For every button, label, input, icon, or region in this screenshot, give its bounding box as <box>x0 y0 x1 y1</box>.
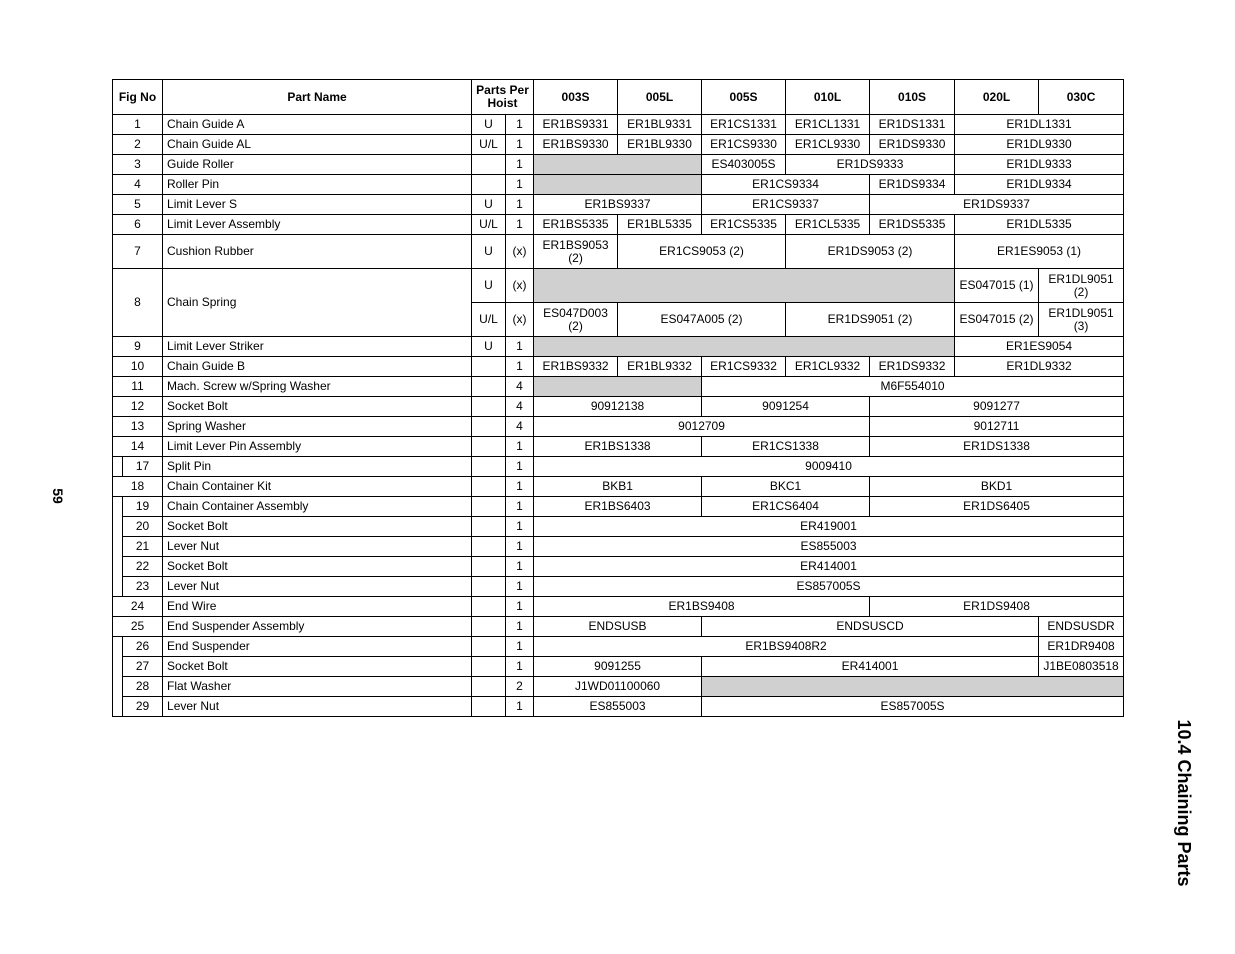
indent-stub <box>113 497 123 517</box>
quantity: 1 <box>506 215 534 235</box>
hoist-type <box>472 175 506 195</box>
table-row <box>113 135 1124 155</box>
table-row <box>113 457 1124 477</box>
part-name: End Wire <box>163 597 472 617</box>
indent-stub <box>113 557 123 577</box>
not-applicable-cell <box>702 677 1124 697</box>
part-number: 9091277 <box>870 397 1124 417</box>
hoist-type <box>472 497 506 517</box>
part-number: ER1ES9053 (1) <box>955 235 1124 269</box>
header-model: 005L <box>618 80 702 115</box>
part-number: ER1BS1338 <box>534 437 702 457</box>
part-number: ER1DL9333 <box>955 155 1124 175</box>
table-row <box>113 537 1124 557</box>
part-number: ER1DS1338 <box>870 437 1124 457</box>
table-row <box>113 337 1124 357</box>
part-number: 9012711 <box>870 417 1124 437</box>
part-name: Chain Guide A <box>163 115 472 135</box>
part-number: ER1DL9330 <box>955 135 1124 155</box>
part-number: ES857005S <box>534 577 1124 597</box>
part-number: ER1CL9330 <box>786 135 870 155</box>
hoist-type <box>472 397 506 417</box>
not-applicable-cell <box>534 269 955 303</box>
table-row <box>113 657 1124 677</box>
part-number: ER1CL5335 <box>786 215 870 235</box>
table-row <box>113 397 1124 417</box>
part-number: ER1BS5335 <box>534 215 618 235</box>
quantity: 2 <box>506 677 534 697</box>
hoist-type: U/L <box>472 303 506 337</box>
part-number: ES047A005 (2) <box>618 303 786 337</box>
table-row <box>113 155 1124 175</box>
quantity: 1 <box>506 195 534 215</box>
fig-no: 19 <box>123 497 163 517</box>
part-number: ER1BS9332 <box>534 357 618 377</box>
hoist-type <box>472 537 506 557</box>
table-row <box>113 357 1124 377</box>
part-number: ER1DS9334 <box>870 175 955 195</box>
part-number: ER1CS9337 <box>702 195 870 215</box>
part-name: Flat Washer <box>163 677 472 697</box>
fig-no: 29 <box>123 697 163 717</box>
table-row <box>113 557 1124 577</box>
fig-no: 14 <box>113 437 163 457</box>
quantity: 4 <box>506 417 534 437</box>
part-name: Lever Nut <box>163 577 472 597</box>
quantity: 1 <box>506 517 534 537</box>
indent-stub <box>113 657 123 677</box>
part-number: ER1DS9053 (2) <box>786 235 955 269</box>
part-number: ER1DS5335 <box>870 215 955 235</box>
part-number: ES857005S <box>702 697 1124 717</box>
hoist-type <box>472 155 506 175</box>
header-model: 030C <box>1039 80 1124 115</box>
header-model: 020L <box>955 80 1039 115</box>
part-number: ER1DL9051 (3) <box>1039 303 1124 337</box>
part-number: ER414001 <box>534 557 1124 577</box>
parts-table <box>112 79 1124 717</box>
part-name: Mach. Screw w/Spring Washer <box>163 377 472 397</box>
fig-no: 3 <box>113 155 163 175</box>
quantity: (x) <box>506 303 534 337</box>
quantity: 4 <box>506 377 534 397</box>
header-part-name: Part Name <box>163 80 472 115</box>
part-number: ER1CS9334 <box>702 175 870 195</box>
quantity: 1 <box>506 115 534 135</box>
fig-no: 20 <box>123 517 163 537</box>
hoist-type: U <box>472 235 506 269</box>
header-parts-per-hoist: Parts Per Hoist <box>472 80 534 115</box>
fig-no: 25 <box>113 617 163 637</box>
part-number: ER1BL9332 <box>618 357 702 377</box>
fig-no: 24 <box>113 597 163 617</box>
hoist-type <box>472 517 506 537</box>
part-name: Lever Nut <box>163 697 472 717</box>
part-name: End Suspender Assembly <box>163 617 472 637</box>
quantity: 4 <box>506 397 534 417</box>
part-name: Limit Lever S <box>163 195 472 215</box>
hoist-type <box>472 417 506 437</box>
not-applicable-cell <box>534 377 702 397</box>
quantity: 1 <box>506 557 534 577</box>
indent-stub <box>113 637 123 657</box>
part-number: ER1DL9334 <box>955 175 1124 195</box>
not-applicable-cell <box>534 175 702 195</box>
part-number: ER1CS5335 <box>702 215 786 235</box>
table-row <box>113 377 1124 397</box>
part-number: ENDSUSB <box>534 617 702 637</box>
part-number: 9091254 <box>702 397 870 417</box>
fig-no: 22 <box>123 557 163 577</box>
part-number: 90912138 <box>534 397 702 417</box>
hoist-type <box>472 357 506 377</box>
part-number: ER1CS6404 <box>702 497 870 517</box>
part-number: ES855003 <box>534 697 702 717</box>
part-name: Socket Bolt <box>163 397 472 417</box>
hoist-type <box>472 457 506 477</box>
part-number: ER1DL5335 <box>955 215 1124 235</box>
part-number: ER1ES9054 <box>955 337 1124 357</box>
fig-no: 2 <box>113 135 163 155</box>
section-title: 10.4 Chaining Parts <box>1174 719 1194 887</box>
fig-no: 18 <box>113 477 163 497</box>
hoist-type: U/L <box>472 135 506 155</box>
quantity: 1 <box>506 617 534 637</box>
quantity: 1 <box>506 477 534 497</box>
part-name: Socket Bolt <box>163 657 472 677</box>
part-name: Chain Container Kit <box>163 477 472 497</box>
hoist-type <box>472 437 506 457</box>
part-name: Lever Nut <box>163 537 472 557</box>
hoist-type: U <box>472 269 506 303</box>
quantity: 1 <box>506 637 534 657</box>
quantity: 1 <box>506 437 534 457</box>
hoist-type <box>472 477 506 497</box>
indent-stub <box>113 517 123 537</box>
table-row <box>113 497 1124 517</box>
part-number: ER1BS6403 <box>534 497 702 517</box>
hoist-type <box>472 697 506 717</box>
part-number: ES047015 (2) <box>955 303 1039 337</box>
part-name: Socket Bolt <box>163 517 472 537</box>
hoist-type <box>472 577 506 597</box>
part-name: Limit Lever Assembly <box>163 215 472 235</box>
fig-no: 23 <box>123 577 163 597</box>
part-number: ER1DS1331 <box>870 115 955 135</box>
fig-no: 6 <box>113 215 163 235</box>
part-number: ES047D003 (2) <box>534 303 618 337</box>
quantity: 1 <box>506 155 534 175</box>
part-number: ER1BL9330 <box>618 135 702 155</box>
quantity: 1 <box>506 537 534 557</box>
part-number: ER1DS9051 (2) <box>786 303 955 337</box>
part-number: J1WD01100060 <box>534 677 702 697</box>
part-name: Socket Bolt <box>163 557 472 577</box>
part-number: ER1BS9408R2 <box>534 637 1039 657</box>
indent-stub <box>113 577 123 597</box>
quantity: 1 <box>506 357 534 377</box>
part-number: ER1BL9331 <box>618 115 702 135</box>
part-number: ER1DL9051 (2) <box>1039 269 1124 303</box>
fig-no: 17 <box>123 457 163 477</box>
hoist-type <box>472 377 506 397</box>
part-number: 9012709 <box>534 417 870 437</box>
part-number: ER1CS9053 (2) <box>618 235 786 269</box>
fig-no: 9 <box>113 337 163 357</box>
fig-no: 5 <box>113 195 163 215</box>
header-model: 005S <box>702 80 786 115</box>
part-number: ER1BS9053 (2) <box>534 235 618 269</box>
quantity: 1 <box>506 175 534 195</box>
part-number: ER1BS9408 <box>534 597 870 617</box>
fig-no: 7 <box>113 235 163 269</box>
header-model: 003S <box>534 80 618 115</box>
part-name: Guide Roller <box>163 155 472 175</box>
part-number: BKD1 <box>870 477 1124 497</box>
table-row <box>113 235 1124 269</box>
part-number: ER1DR9408 <box>1039 637 1124 657</box>
table-row <box>113 477 1124 497</box>
part-number: ER1DS9337 <box>870 195 1124 215</box>
part-number: ER1CS1338 <box>702 437 870 457</box>
table-row <box>113 195 1124 215</box>
table-row <box>113 175 1124 195</box>
fig-no: 4 <box>113 175 163 195</box>
part-number: ES047015 (1) <box>955 269 1039 303</box>
table-row <box>113 115 1124 135</box>
part-number: ER1DS9408 <box>870 597 1124 617</box>
part-number: ENDSUSDR <box>1039 617 1124 637</box>
quantity: 1 <box>506 697 534 717</box>
part-number: ER1BS9337 <box>534 195 702 215</box>
hoist-type: U <box>472 195 506 215</box>
part-name: End Suspender <box>163 637 472 657</box>
part-number: ER1BL5335 <box>618 215 702 235</box>
not-applicable-cell <box>534 155 702 175</box>
quantity: 1 <box>506 497 534 517</box>
quantity: 1 <box>506 597 534 617</box>
header-fig-no: Fig No <box>113 80 163 115</box>
part-number: 9009410 <box>534 457 1124 477</box>
quantity: 1 <box>506 657 534 677</box>
fig-no: 27 <box>123 657 163 677</box>
part-name: Limit Lever Pin Assembly <box>163 437 472 457</box>
part-number: ER1BS9331 <box>534 115 618 135</box>
part-number: ER414001 <box>702 657 1039 677</box>
header-model: 010L <box>786 80 870 115</box>
quantity: 1 <box>506 457 534 477</box>
part-number: ER1DL1331 <box>955 115 1124 135</box>
part-number: ES855003 <box>534 537 1124 557</box>
table-row <box>113 677 1124 697</box>
quantity: 1 <box>506 135 534 155</box>
table-row <box>113 617 1124 637</box>
part-number: ER1CS1331 <box>702 115 786 135</box>
part-number: ER1DS6405 <box>870 497 1124 517</box>
table-row <box>113 417 1124 437</box>
part-name: Chain Guide AL <box>163 135 472 155</box>
table-row <box>113 577 1124 597</box>
not-applicable-cell <box>534 337 955 357</box>
part-name: Chain Container Assembly <box>163 497 472 517</box>
fig-no: 28 <box>123 677 163 697</box>
table-row <box>113 269 1124 303</box>
table-row <box>113 437 1124 457</box>
table-header-row <box>113 80 1124 115</box>
part-number: ER1DL9332 <box>955 357 1124 377</box>
hoist-type: U <box>472 337 506 357</box>
part-number: 9091255 <box>534 657 702 677</box>
table-row <box>113 517 1124 537</box>
table-row <box>113 637 1124 657</box>
table-row <box>113 597 1124 617</box>
fig-no: 21 <box>123 537 163 557</box>
part-number: BKC1 <box>702 477 870 497</box>
table-row <box>113 215 1124 235</box>
indent-stub <box>113 677 123 697</box>
hoist-type: U/L <box>472 215 506 235</box>
quantity: 1 <box>506 577 534 597</box>
hoist-type <box>472 597 506 617</box>
part-number: ER1CS9332 <box>702 357 786 377</box>
part-number: ER1DS9332 <box>870 357 955 377</box>
part-name: Split Pin <box>163 457 472 477</box>
hoist-type <box>472 557 506 577</box>
part-name: Cushion Rubber <box>163 235 472 269</box>
part-number: ER419001 <box>534 517 1124 537</box>
part-number: ER1DS9330 <box>870 135 955 155</box>
part-name: Chain Spring <box>163 269 472 337</box>
fig-no: 13 <box>113 417 163 437</box>
part-number: ER1DS9333 <box>786 155 955 175</box>
hoist-type <box>472 637 506 657</box>
part-number: ER1CS9330 <box>702 135 786 155</box>
indent-stub <box>113 457 123 477</box>
header-model: 010S <box>870 80 955 115</box>
part-name: Spring Washer <box>163 417 472 437</box>
part-name: Roller Pin <box>163 175 472 195</box>
part-number: ES403005S <box>702 155 786 175</box>
part-name: Chain Guide B <box>163 357 472 377</box>
fig-no: 11 <box>113 377 163 397</box>
part-name: Limit Lever Striker <box>163 337 472 357</box>
hoist-type <box>472 657 506 677</box>
fig-no: 10 <box>113 357 163 377</box>
part-number: J1BE0803518 <box>1039 657 1124 677</box>
quantity: 1 <box>506 337 534 357</box>
quantity: (x) <box>506 235 534 269</box>
hoist-type <box>472 677 506 697</box>
part-number: ENDSUSCD <box>702 617 1039 637</box>
fig-no: 26 <box>123 637 163 657</box>
indent-stub <box>113 537 123 557</box>
quantity: (x) <box>506 269 534 303</box>
part-number: M6F554010 <box>702 377 1124 397</box>
part-number: ER1BS9330 <box>534 135 618 155</box>
hoist-type: U <box>472 115 506 135</box>
part-number: ER1CL1331 <box>786 115 870 135</box>
part-number: BKB1 <box>534 477 702 497</box>
fig-no: 1 <box>113 115 163 135</box>
fig-no: 12 <box>113 397 163 417</box>
indent-stub <box>113 697 123 717</box>
table-row <box>113 697 1124 717</box>
hoist-type <box>472 617 506 637</box>
page-number: 59 <box>50 488 66 504</box>
part-number: ER1CL9332 <box>786 357 870 377</box>
fig-no: 8 <box>113 269 163 337</box>
